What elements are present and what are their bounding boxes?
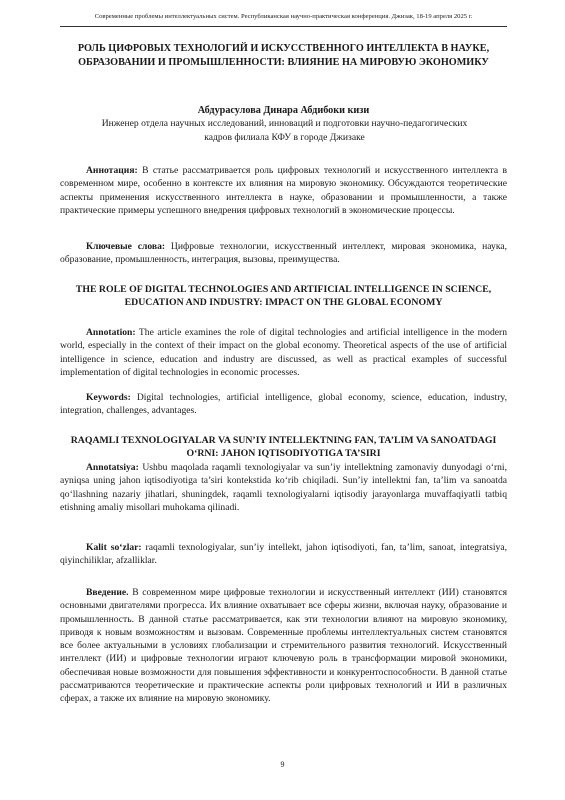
keywords-russian-label: Ключевые слова:: [86, 241, 166, 252]
annotation-uzbek: [60, 461, 507, 514]
annotation-english-label: Annotation:: [86, 327, 136, 338]
annotation-russian: [60, 164, 507, 217]
annotation-uzbek-text: Ushbu maqolada raqamli texnologiyalar va sun’iy intellektning zamonaviy dunyodagi o‘rni, ayniqsa uning jahon iqtisodiyotiga ta’siri kontekstida ko‘rib chiqiladi. Sun’iy intellektni fan, ta’lim va sanoatda qo‘llashning nazariy jihatlari, shuningdek, raqamli texnologiyalarni iqtisodiy jarayonlarga muvaffaqiyatli tatbiq etishning amaliy misollari muhokama qilinadi.: [60, 462, 507, 513]
keywords-uzbek-text: raqamli texnologiyalar, sun’iy intellekt, jahon iqtisodiyoti, fan, ta’lim, sanoat, integratsiya, qiyinchiliklar, afzalliklar.: [60, 542, 507, 567]
author-name: Абдурасулова Динара Абдибоки кизи: [197, 105, 370, 116]
page-number: 9: [280, 760, 285, 769]
title-english: THE ROLE OF DIGITAL TECHNOLOGIES AND ARTIFICIAL INTELLIGENCE IN SCIENCE, EDUCATION AND INDUSTRY: IMPACT ON THE GLOBAL ECONOMY: [75, 284, 492, 308]
annotation-uzbek-label: Annotatsiya:: [86, 462, 139, 473]
keywords-uzbek: [60, 541, 507, 568]
keywords-english: [60, 391, 507, 418]
introduction-label: Введение.: [86, 587, 129, 598]
introduction-paragraph: [60, 586, 507, 706]
author-affiliation: Инженер отдела научных исследований, инноваций и подготовки научно-педагогических кадров филиала КФУ в городе Джизаке: [101, 118, 468, 143]
header-divider: [60, 26, 507, 27]
keywords-uzbek-label: Kalit so‘zlar:: [86, 542, 142, 553]
title-uzbek: RAQAMLI TEXNOLOGIYALAR VA SUN’IY INTELLEKTNING FAN, TA’LIM VA SANOATDAGI O‘RNI: JAHON IQTISODIYOTIGA TA’SIRI: [70, 435, 497, 459]
annotation-russian-text: В статье рассматривается роль цифровых технологий и искусственного интеллекта в современном мире, особенно в контексте их влияния на мировую экономику. Обсуждаются теоретические аспекты применения искусственного интеллекта в науке, образовании и промышленности, а также практические примеры успешного внедрения цифровых технологий в экономические процессы.: [60, 165, 507, 216]
title-russian: РОЛЬ ЦИФРОВЫХ ТЕХНОЛОГИЙ И ИСКУССТВЕННОГО ИНТЕЛЛЕКТА В НАУКЕ, ОБРАЗОВАНИИ И ПРОМЫШЛЕННОСТИ: ВЛИЯНИЕ НА МИРОВУЮ ЭКОНОМИКУ: [77, 43, 490, 68]
keywords-english-label: Keywords:: [86, 392, 131, 403]
keywords-russian-text: Цифровые технологии, искусственный интеллект, мировая экономика, наука, образование, промышленность, интеграция, вызовы, преимущества.: [60, 241, 507, 266]
annotation-english: [60, 326, 507, 379]
running-header: Современные проблемы интеллектуальных систем. Республиканская научно-практическая конференция. Джизак, 18-19 апреля 2025 г.: [94, 13, 473, 20]
keywords-russian: [60, 240, 507, 267]
keywords-english-text: Digital technologies, artificial intelligence, global economy, science, education, industry, integration, challenges, advantages.: [60, 392, 507, 417]
introduction-text: В современном мире цифровые технологии и искусственный интеллект (ИИ) становятся основными двигателями прогресса. Их влияние охватывает все сферы жизни, включая науку, образование и промышленность. В данной статье рассматривается, как эти технологии влияют на мировую экономику, приводя к новым возможностям и вызовам. Современные проблемы интеллектуальных систем становятся все более актуальными в условиях глобализации и стремительного развития технологий. Искусственный интеллект (ИИ) и цифровые технологии играют ключевую роль в трансформации мировой экономики, обеспечивая новые возможности для повышения эффективности и конкурентоспособности. В данной статье рассматриваются теоретические и практические аспекты роли цифровых технологий и ИИ в различных сферах, а также их влияние на мировую экономику.: [60, 587, 507, 705]
annotation-russian-label: Аннотация:: [86, 165, 138, 176]
annotation-english-text: The article examines the role of digital technologies and artificial intelligence in the modern world, especially in the context of their impact on the global economy. Theoretical aspects of the use of artificial intelligence in science, education and industry are discussed, as well as practical examples of successful implementation of digital technologies in economic processes.: [60, 327, 507, 378]
